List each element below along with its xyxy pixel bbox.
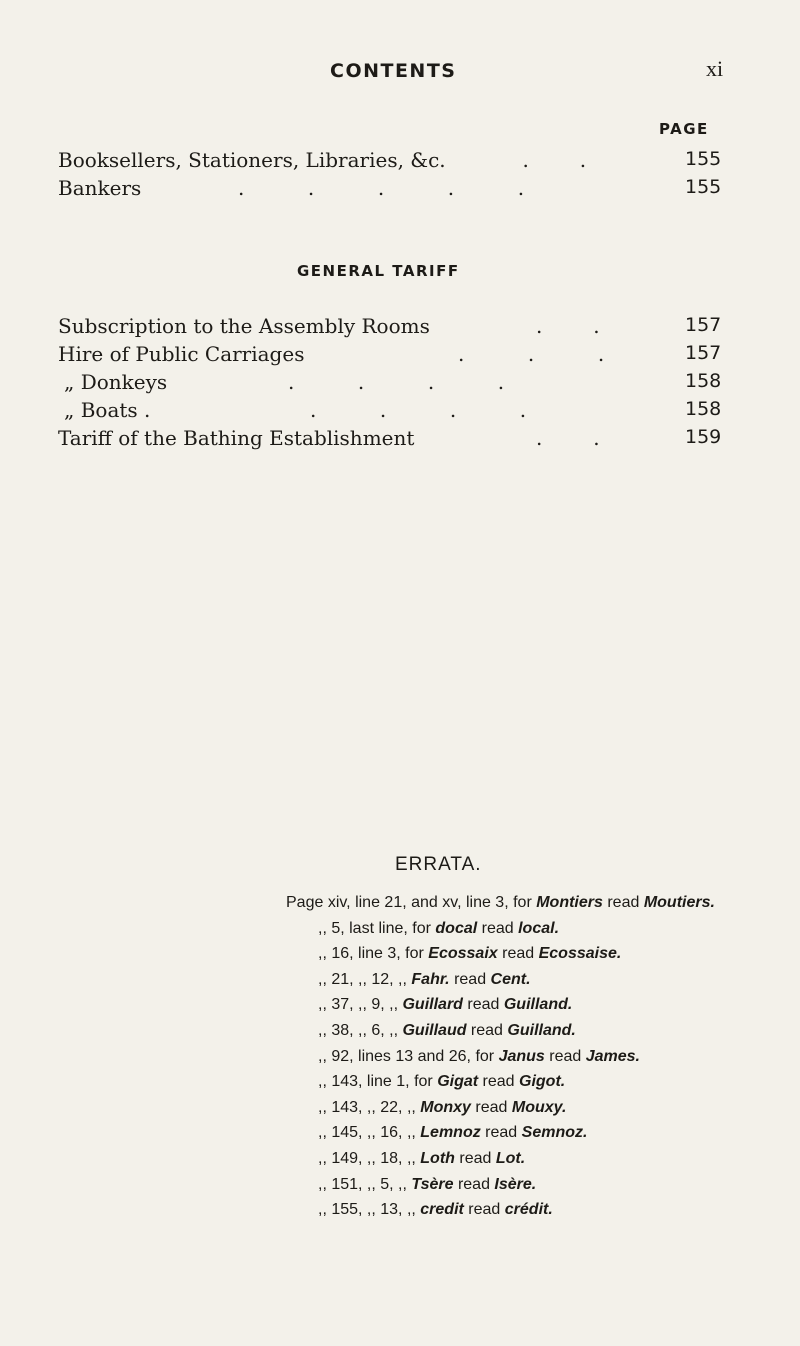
toc-entry: [58, 342, 738, 370]
leader-dots: . . .: [458, 342, 605, 366]
errata-correct-text: crédit.: [504, 1201, 553, 1219]
errata-wrong-text: Fahr.: [411, 970, 450, 988]
errata-wrong-text: Tsère: [411, 1175, 454, 1193]
errata-wrong-text: Lemnoz: [420, 1124, 481, 1142]
errata-reference: ,, 145, ,, 16, ,,: [318, 1124, 421, 1142]
errata-wrong-text: Guillard: [402, 996, 463, 1014]
errata-read: read: [463, 1201, 505, 1219]
toc-entry-page: 157: [685, 342, 722, 364]
errata-reference: ,, 5, last line, for: [318, 919, 436, 937]
errata-correct-text: Mouxy.: [511, 1098, 567, 1116]
toc-entry: [58, 176, 738, 204]
errata-correct-text: Moutiers.: [643, 894, 715, 911]
toc-entry: [58, 426, 738, 454]
errata-reference: ,, 21, ,, 12, ,,: [318, 970, 412, 988]
errata-wrong-text: credit: [420, 1201, 464, 1219]
errata-line: [318, 1099, 788, 1123]
errata-line: [318, 1201, 788, 1225]
leader-dots: . . . .: [288, 370, 505, 394]
errata-wrong-text: Loth: [420, 1150, 455, 1167]
toc-entry-label: Tariff of the Bathing Establishment: [58, 426, 415, 450]
errata-line: [318, 1124, 788, 1148]
errata-line: [318, 1176, 788, 1200]
errata-correct-text: Guilland.: [507, 1022, 576, 1039]
errata-line: [318, 945, 788, 969]
errata-title: ERRATA.: [395, 854, 482, 875]
leader-dots: . . . .: [310, 398, 527, 422]
errata-read: read: [602, 894, 644, 911]
errata-correct-text: James.: [585, 1047, 640, 1065]
errata-reference: ,, 37, ,, 9, ,,: [318, 996, 403, 1014]
errata-reference: ,, 155, ,, 13, ,,: [318, 1201, 421, 1219]
toc-entry: [64, 370, 744, 398]
toc-entry-page: 158: [685, 398, 722, 420]
errata-correct-text: Semnoz.: [521, 1124, 588, 1142]
leader-dots: . .: [536, 314, 600, 338]
section-title: GENERAL TARIFF: [297, 262, 460, 280]
errata-correct-text: Isère.: [494, 1175, 537, 1193]
errata-correct-text: Lot.: [495, 1150, 526, 1167]
leader-dots: . . . . .: [238, 176, 525, 200]
toc-entry-page: 155: [685, 176, 722, 198]
toc-entry-label: „ Boats .: [64, 398, 151, 422]
page-column-label: PAGE: [659, 120, 709, 138]
toc-entry-label: „ Donkeys: [64, 370, 168, 394]
errata-read: read: [480, 1124, 522, 1142]
leader-dots: . .: [478, 148, 587, 172]
errata-line: [286, 894, 756, 918]
toc-entry: [64, 398, 744, 426]
toc-entry-page: 157: [685, 314, 722, 336]
errata-line: [318, 1022, 788, 1046]
errata-reference: ,, 143, ,, 22, ,,: [318, 1098, 421, 1116]
errata-read: read: [454, 1150, 496, 1167]
toc-entry-label: Hire of Public Carriages: [58, 342, 305, 366]
errata-reference: ,, 151, ,, 5, ,,: [318, 1175, 412, 1193]
errata-correct-text: Cent.: [490, 970, 531, 988]
toc-entry-label: Booksellers, Stationers, Libraries, &c.: [58, 148, 446, 172]
errata-line: [318, 920, 788, 944]
errata-read: read: [466, 1022, 508, 1039]
errata-reference: ,, 149, ,, 18, ,,: [318, 1150, 421, 1167]
errata-wrong-text: Guillaud: [402, 1022, 467, 1039]
errata-wrong-text: Gigat: [437, 1073, 479, 1091]
errata-correct-text: Gigot.: [519, 1073, 566, 1091]
toc-entry-page: 155: [685, 148, 722, 170]
running-head: [0, 56, 800, 86]
running-head-title: CONTENTS: [330, 60, 457, 82]
errata-reference: ,, 143, line 1, for: [318, 1073, 438, 1091]
errata-read: read: [497, 945, 539, 963]
errata-wrong-text: Montiers: [536, 894, 603, 911]
errata-line: [318, 1150, 788, 1174]
errata-wrong-text: docal: [435, 919, 478, 937]
toc-entry-page: 158: [685, 370, 722, 392]
errata-line: [318, 971, 788, 995]
toc-entry-label: Bankers: [58, 176, 142, 200]
toc-entry: [58, 148, 738, 176]
errata-read: read: [453, 1175, 495, 1193]
errata-reference: Page xiv, line 21, and xv, line 3, for: [286, 894, 537, 911]
errata-read: read: [478, 1073, 519, 1091]
errata-read: read: [462, 996, 504, 1014]
toc-entry-page: 159: [685, 426, 722, 448]
errata-line: [318, 996, 788, 1020]
toc-entry-label: Subscription to the Assembly Rooms: [58, 314, 430, 338]
errata-line: [318, 1073, 788, 1097]
errata-read: read: [470, 1098, 512, 1116]
errata-reference: ,, 16, line 3, for: [318, 945, 429, 963]
errata-correct-text: Ecossaise.: [538, 945, 622, 963]
errata-correct-text: local.: [518, 919, 560, 937]
errata-read: read: [544, 1047, 586, 1065]
leader-dots: . .: [536, 426, 600, 450]
errata-correct-text: Guilland.: [503, 996, 573, 1014]
errata-wrong-text: Ecossaix: [428, 945, 498, 963]
errata-reference: ,, 92, lines 13 and 26, for: [318, 1047, 499, 1065]
errata-read: read: [477, 919, 519, 937]
errata-read: read: [449, 970, 491, 988]
toc-entry: [58, 314, 738, 342]
errata-reference: ,, 38, ,, 6, ,,: [318, 1022, 403, 1039]
errata-line: [318, 1048, 788, 1072]
errata-wrong-text: Monxy: [420, 1098, 471, 1116]
errata-wrong-text: Janus: [498, 1047, 545, 1065]
page-number: xi: [706, 56, 724, 81]
